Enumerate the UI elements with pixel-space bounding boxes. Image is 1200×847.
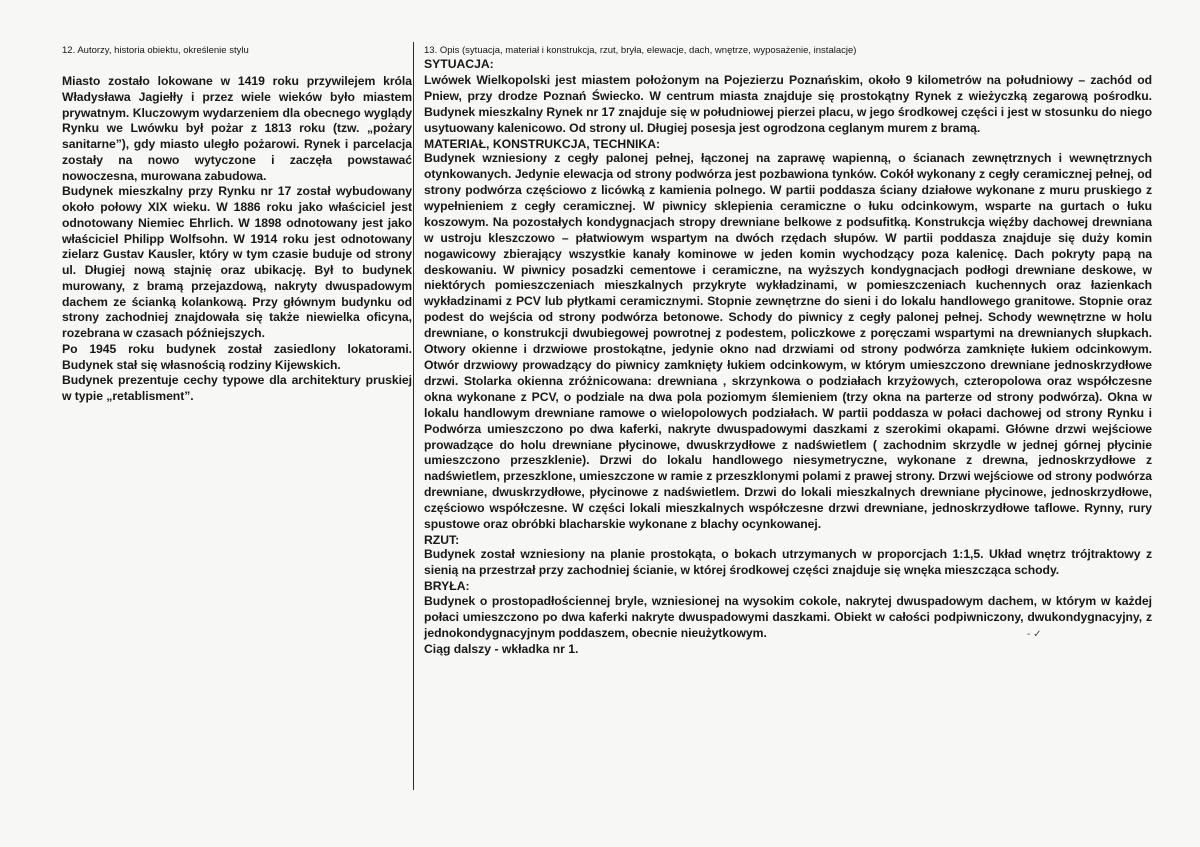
field-13-header: 13. Opis (sytuacja, materiał i konstrukcja, rzut, bryła, elewacje, dach, wnętrze, wyposażenie, instalacje) (424, 45, 857, 56)
field-12-header: 12. Autorzy, historia obiektu, określenie stylu (62, 45, 249, 56)
section-title-plan: RZUT: (424, 532, 460, 547)
section-text-material: Budynek wzniesiony z cegły palonej pełnej, łączonej na zaprawę wapienną, o ścianach zewnętrznych i wewnętrznych otynkowanych. Jedynie elewacja od strony podwórza jest pozbawiona tynków. Cokół wykonany z cegły ceramicznej pełnej, od strony podwórza częściowo z licówką z kamienia polnego. W partii poddasza ściany działowe wykonane z muru pruskiego z wypełnieniem z cegły ceramicznej. W piwnicy sklepienia ceramiczne o łuku odcinkowym, wsparte na gurtach o łuku koszowym. Na pozostałych kondygnacjach stropy drewniane belkowe z podsufitką. Konstrukcja więźby dachowej drewniana w ustroju kleszczowo – płatwiowym wspartym na dwóch rzędach słupów. W partii poddasza znajduje się duży komin nogawicowy zbierający wszystkie kanały kominowe w jeden komin wychodzący poza kalenicę. Dach pokryty papą na deskowaniu. W piwnicy posadzki cementowe i ceramiczne, na wyższych kondygnacjach podłogi drewniane deskowe, w niektórych pomieszczeniach mieszkalnych przykryte wykładzinami, w pomieszczeniach kuchennych oraz łazienkach wykładzinami z PCV lub płytkami ceramicznymi. Stopnie zewnętrzne do sieni i do lokalu handlowego granitowe. Stopnie oraz podest do wejścia od strony podwórza betonowe. Schody do piwnicy z cegły palonej pełnej. Schody wewnętrzne w holu drewniane, o konstrukcji dwubiegowej powrotnej z podestem, policzkowe z poręczami wspartymi na drewnianych słupkach. Otwory okienne i drzwiowe prostokątne, jedynie okno nad drzwiami od strony podwórza zamknięte łukiem odcinkowym. Otwór drzwiowy prowadzący do piwnicy zamknięty łukiem odcinkowym, w którym umieszczono drewniane jednoskrzydłowe drzwi. Stolarka okienna zróżnicowana: drewniana , skrzynkowa o podziałach krzyżowych, czteropolowa oraz współczesne okna wykonane z PCV, o podziale na dwa pola poziomym ślemieniem (trzy okna na parterze od strony podwórza). Okna w lokalu handlowym drewniane ramowe o wielopolowych podziałach. W partii poddasza w połaci dachowej od strony Rynku i Podwórza umieszczono po dwa kaferki, nakryte dwuspadowymi daszkami z szerokimi okapami. Główne drzwi wejściowe prowadzące do holu drewniane płycinowe, dwuskrzydłowe z nadświetlem ( zachodnim skrzydle w jednej górnej płycinie umieszczono przeszklenie). Drzwi do lokalu handlowego niesymetryczne, wykonane z drewna, jednoskrzydłowe z nadświetlem, przeszklone, umieszczone w ramie z przeszklonymi polami z prawej strony. Drzwi wejściowe od strony podwórza drewniane, dwuskrzydłowe, płycinowe z nadświetlem. Drzwi do lokali mieszkalnych drewniane płycinowe, jednoskrzydłowe, częściowo współczesne. W części lokali mieszkalnych współczesne drzwi drewniane, jednoskrzydłowe taflowe. Rynny, rury spustowe oraz obróbki blacharskie wykonane z blachy ocynkowanej. (424, 151, 1152, 532)
section-title-massing: BRYŁA: (424, 579, 470, 594)
history-paragraph: Budynek mieszkalny przy Rynku nr 17 został wybudowany około połowy XIX wieku. W 1886 roku jako właściciel jest odnotowany Niemiec Ehrlich. W 1898 odnotowany jest jako właściciel Philipp Wolfsohn. W 1914 roku jest odnotowany zielarz Gustav Kausler, który w tym czasie buduje od strony ul. Długiej nową stajnię oraz ubikację. Był to budynek murowany, z bramą przejazdową, nakryty dwuspadowym dachem ze ścianką kolankową. Przy głównym budynku od strony zachodniej znajdowała się także niewielka oficyna, rozebrana w czasach późniejszych. (62, 184, 412, 340)
history-paragraph: Po 1945 roku budynek został zasiedlony lokatorami. Budynek stał się własnością rodziny Kijewskich. (62, 341, 412, 372)
section-text-plan: Budynek został wzniesiony na planie prostokąta, o bokach utrzymanych w proporcjach 1:1,5. Układ wnętrz trójtraktowy z sienią na przestrzał przy zachodniej ścianie, w której środkowej części znajduje się wnęka mieszcząca schody. (424, 547, 1152, 578)
section-text-massing: Budynek o prostopadłościennej bryle, wzniesionej na wysokim cokole, nakrytej dwuspadowym dachem, w którym w każdej połaci umieszczono po dwa kaferki nakryte dwuspadowymi daszkami. Obiekt w całości podpiwniczony, dwukondygnacyjny, z jednokondygnacyjnym poddaszem, obecnie nieużytkowym. (424, 593, 1152, 640)
section-title-situation: SYTUACJA: (424, 57, 494, 71)
history-body (62, 74, 412, 405)
description-body (424, 57, 1152, 657)
history-column (62, 44, 412, 405)
description-column (424, 44, 1152, 657)
section-title-material: MATERIAŁ, KONSTRUKCJA, TECHNIKA: (424, 136, 661, 151)
column-divider (413, 42, 414, 790)
section-text-situation: Lwówek Wielkopolski jest miastem położonym na Pojezierzu Poznańskim, około 9 kilometrów na południowy – zachód od Pniew, przy drodze Poznań Świecko. W centrum miasta znajduje się prostokątny Rynek z wieżyczką zegarową pośrodku. Budynek mieszkalny Rynek nr 17 znajduje się w południowej pierzei placu, w jego środkowej części i jest w stosunku do niego usytuowany kalenicowo. Od strony ul. Długiej posesja jest ogrodzona ceglanym murem z bramą. (424, 72, 1152, 136)
history-paragraph: Miasto zostało lokowane w 1419 roku przywilejem króla Władysława Jagiełły i przez wiele wieków było miastem prywatnym. Kluczowym wydarzeniem dla obecnego wyglądy Rynku we Lwówku był pożar z 1813 roku (tzw. „pożary sanitarne”), gdy miasto uległo pożarowi. Rynek i parcelacja zostały na nowo wytyczone i zaczęła powstawać nowoczesna, murowana zabudowa. (62, 74, 412, 183)
pen-mark: - ✓ (1027, 629, 1042, 640)
history-paragraph: Budynek prezentuje cechy typowe dla architektury pruskiej w typie „retablisment”. (62, 373, 412, 403)
continuation-note: Ciąg dalszy - wkładka nr 1. (424, 642, 579, 657)
